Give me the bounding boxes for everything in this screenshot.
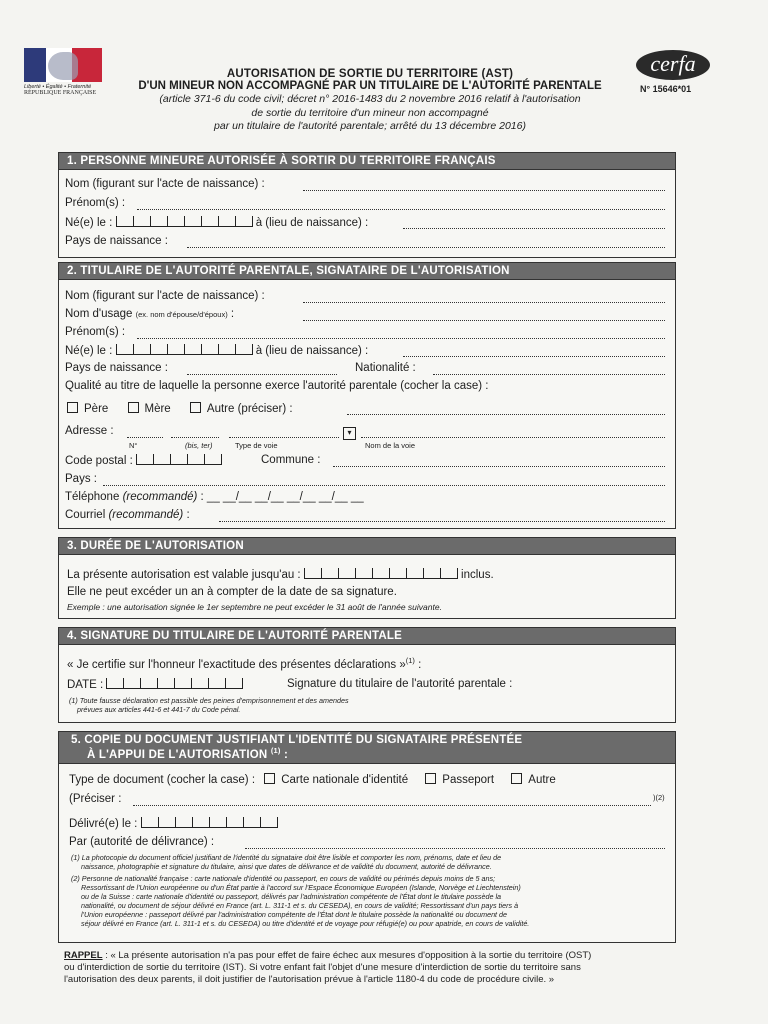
s2-nom-usage-row (65, 308, 234, 320)
s2-nom-label: Nom (figurant sur l'acte de naissance) : (65, 290, 265, 302)
s4-certifie: « Je certifie sur l'honneur l'exactitude des présentes déclarations » (67, 658, 406, 671)
pere-checkbox[interactable] (67, 402, 78, 413)
s2-nom-usage-field[interactable] (303, 320, 665, 321)
s4-certifie-row (67, 656, 421, 671)
addr-type-select[interactable] (343, 426, 356, 440)
s5-preciser-label: (Préciser : (69, 793, 122, 805)
s2-pays2-field[interactable] (103, 485, 665, 486)
section-2-parent (58, 262, 676, 529)
section-1-minor (58, 152, 676, 258)
s1-nom-field[interactable] (303, 190, 665, 191)
addr-bis-caption: (bis, ter) (185, 441, 213, 450)
cerfa-logo: cerfa (636, 50, 710, 80)
passeport-checkbox[interactable] (425, 773, 436, 784)
s4-date-label: DATE : (67, 679, 104, 691)
s5-preciser-field[interactable] (133, 805, 651, 806)
section-5-identite (58, 731, 676, 943)
autre-doc-checkbox[interactable] (511, 773, 522, 784)
section-5-header-sup: (1) (270, 746, 281, 755)
s2-telephone-recommande: (recommandé) (122, 491, 198, 503)
cerfa-number: N° 15646*01 (640, 84, 692, 94)
s5-note2-line-1: (2) Personne de nationalité française : carte nationale d'identité ou passeport, en cours de validité ou périmés depuis moins de 5 ans; (71, 874, 496, 883)
s1-pays-field[interactable] (187, 247, 665, 248)
autre-label: Autre (préciser) : (206, 403, 293, 415)
s1-pays-label: Pays de naissance : (65, 235, 168, 247)
s2-courriel-colon: : (186, 509, 190, 521)
s4-certifie-colon: : (418, 658, 422, 671)
rappel-line-3: l'autorisation des deux parents, il doit justifier de l'autorisation prévue à l'article 1180-4 du code de procédure civile. » (64, 974, 555, 985)
s5-par-field[interactable] (245, 848, 665, 849)
marianne-logo (24, 48, 108, 96)
rappel-note (64, 950, 690, 986)
s2-nom-field[interactable] (303, 302, 665, 303)
s4-date-boxes[interactable] (106, 678, 243, 689)
addr-no-field[interactable] (127, 437, 163, 438)
s1-prenom-label: Prénom(s) : (65, 197, 126, 209)
s5-delivre-row (69, 817, 278, 830)
s3-exceder: Elle ne peut excéder un an à compter de la date de sa signature. (67, 586, 397, 598)
s2-commune-label: Commune : (261, 454, 321, 466)
tricolor-flag-icon (24, 48, 102, 82)
mere-label: Mère (144, 403, 171, 415)
s1-nom-label: Nom (figurant sur l'acte de naissance) : (65, 178, 265, 190)
pere-label: Père (84, 403, 109, 415)
section-3-duree (58, 537, 676, 619)
addr-type-field[interactable] (229, 437, 339, 438)
s2-cp-boxes[interactable] (136, 454, 222, 465)
s2-telephone-field[interactable]: : __ __/__ __/__ __/__ __/__ __ (200, 491, 364, 503)
s2-birthdate-boxes[interactable] (116, 344, 253, 355)
s5-delivre-boxes[interactable] (141, 817, 278, 828)
s2-adresse-label: Adresse : (65, 425, 114, 437)
s3-exemple: Exemple : une autorisation signée le 1er septembre ne peut excéder le 31 août de l'année suivante. (67, 602, 442, 612)
s1-prenom-field[interactable] (137, 209, 665, 210)
s4-date-row (67, 678, 243, 691)
subtitle-line-2: de sortie du territoire d'un mineur non accompagné (251, 106, 489, 119)
rappel-line-2: ou d'interdiction de sortie du territoire (IST). Si votre enfant fait l'objet d'une mesure d'interdiction de sortie du territoire sans (64, 962, 581, 973)
s2-pays-label: Pays de naissance : (65, 362, 168, 374)
s2-birthdate-row (65, 344, 368, 357)
s5-type-label: Type de document (cocher la case) : (69, 774, 256, 786)
section-4-header: 4. SIGNATURE DU TITULAIRE DE L'AUTORITÉ PARENTALE (59, 628, 675, 645)
s2-telephone-label: Téléphone (65, 491, 120, 503)
s2-qualite-label: Qualité au titre de laquelle la personne exerce l'autorité parentale (cocher la case) : (65, 380, 489, 392)
s3-inclus-label: inclus. (461, 569, 494, 581)
s5-preciser-end: )(2) (653, 793, 665, 802)
s5-note1-line-1: (1) La photocopie du document officiel justifiant de l'identité du signataire doit être lisible et comporter les nom, prénoms, date et lieu de (71, 853, 502, 862)
s3-valable-label: La présente autorisation est valable jusqu'au : (67, 569, 301, 581)
s2-prenom-label: Prénom(s) : (65, 326, 126, 338)
form-title (110, 68, 630, 133)
rappel-line-1-text: : « La présente autorisation n'a pas pour effet de faire échec aux mesures d'opposition à la sortie du territoire (OST) (105, 950, 592, 961)
s4-note-line-1: (1) Toute fausse déclaration est passible des peines d'emprisonnement et des amendes (69, 696, 349, 705)
s2-telephone-row (65, 491, 364, 503)
passeport-label: Passeport (442, 774, 495, 786)
s2-cp-row (65, 454, 222, 467)
s5-note2-line-3: ou de la Suisse : carte nationale d'identité ou passeport, délivrés par l'administration compétente de l'État dont le titulaire possède la (81, 892, 502, 901)
republic-label: RÉPUBLIQUE FRANÇAISE (24, 90, 97, 96)
section-2-header: 2. TITULAIRE DE L'AUTORITÉ PARENTALE, SIGNATAIRE DE L'AUTORISATION (59, 263, 675, 280)
subtitle-line-3: par un titulaire de l'autorité parentale; arrêté du 13 décembre 2016) (214, 120, 526, 132)
s2-courriel-field[interactable] (219, 521, 665, 522)
s3-valable-row (67, 568, 494, 581)
s4-certifie-sup: (1) (405, 656, 415, 665)
s2-pays2-label: Pays : (65, 473, 97, 485)
title-line-1: AUTORISATION DE SORTIE DU TERRITOIRE (AST) (226, 68, 514, 80)
section-5-header-colon: : (284, 748, 289, 761)
section-3-header: 3. DURÉE DE L'AUTORISATION (59, 538, 675, 555)
addr-nom-caption: Nom de la voie (365, 441, 416, 450)
section-5-header-line-2-row (71, 746, 667, 761)
s5-type-row (69, 773, 556, 786)
s2-commune-field[interactable] (333, 466, 665, 467)
addr-nom-field[interactable] (361, 437, 665, 438)
autre-doc-label: Autre (528, 774, 556, 786)
section-5-header-line-1: 5. COPIE DU DOCUMENT JUSTIFIANT L'IDENTITÉ DU SIGNATAIRE PRÉSENTÉE (71, 734, 523, 746)
mere-checkbox[interactable] (128, 402, 139, 413)
s1-ne-le-label: Né(e) le : (65, 217, 113, 229)
section-5-header (59, 732, 675, 764)
s2-cp-label: Code postal : (65, 455, 133, 467)
subtitle-line-1: (article 371-6 du code civil; décret n° 2016-1483 du 2 novembre 2016 relatif à l'autorisation (159, 93, 581, 105)
s2-lieu-field[interactable] (403, 356, 665, 357)
section-5-header-line-2: À L'APPUI DE L'AUTORISATION (87, 748, 268, 761)
s5-delivre-label: Délivré(e) le : (69, 818, 138, 830)
addr-no-caption: N° (129, 441, 138, 450)
carte-checkbox[interactable] (264, 773, 275, 784)
s2-ne-le-label: Né(e) le : (65, 345, 113, 357)
s2-lieu-label: à (lieu de naissance) : (255, 345, 369, 357)
section-1-header: 1. PERSONNE MINEURE AUTORISÉE À SORTIR DU TERRITOIRE FRANÇAIS (59, 153, 675, 170)
s2-courriel-row (65, 509, 190, 521)
s2-qualite-options (67, 402, 293, 415)
s5-note2-line-5: l'Union européenne : passeport délivré par l'administration compétente de l'État dont le titulaire possède la nationalité ou document de (81, 910, 508, 919)
s5-par-label: Par (autorité de délivrance) : (69, 836, 215, 848)
section-4-signature (58, 627, 676, 723)
s1-lieu-field[interactable] (403, 228, 665, 229)
s2-prenom-field[interactable] (137, 338, 665, 339)
rappel-label: RAPPEL (64, 950, 103, 961)
chevron-down-icon[interactable]: ▾ (343, 427, 356, 440)
motto: Liberté • Égalité • Fraternité (24, 84, 92, 90)
s5-note2-line-6: séjour délivré en France (art. L. 311-1 et s. du CESEDA) ou titre d'identité et de voyage pour réfugié(e) ou pour apatride, en cours de validité. (81, 919, 530, 928)
s2-nom-usage-label: Nom d'usage (65, 308, 133, 320)
s5-note1-line-2: naissance, photographie et signature du titulaire, ainsi que dates de délivrance et de validité du document, autorité de délivrance. (81, 862, 492, 871)
s2-courriel-label: Courriel (65, 509, 106, 521)
s1-birthdate-boxes[interactable] (116, 216, 253, 227)
s2-nationalite-field[interactable] (433, 374, 665, 375)
carte-label: Carte nationale d'identité (281, 774, 409, 786)
s4-signature-label: Signature du titulaire de l'autorité parentale : (287, 678, 513, 690)
s4-note-line-2: prévues aux articles 441-6 et 441-7 du Code pénal. (77, 705, 241, 714)
s5-note2-line-2: Ressortissant de l'Union européenne ou d'un État partie à l'accord sur l'Espace Économique Européen (Islande, Norvège et Liechtenstein) (81, 883, 521, 892)
s1-birthdate-row (65, 216, 368, 229)
s5-note2-line-4: nationalité, ou document de séjour délivré en France (art. L. 311-1 et s. du CESEDA), en cours de validité; Ressortissant d'un pays tiers à (81, 901, 519, 910)
autre-checkbox[interactable] (190, 402, 201, 413)
s2-courriel-recommande: (recommandé) (108, 509, 184, 521)
addr-bis-field[interactable] (171, 437, 219, 438)
rappel-line-1 (64, 950, 690, 962)
s2-nationalite-label: Nationalité : (355, 362, 416, 374)
s1-lieu-label: à (lieu de naissance) : (255, 217, 369, 229)
s2-autre-field[interactable] (347, 414, 665, 415)
s2-nom-usage-colon: : (230, 308, 235, 320)
title-line-2: D'UN MINEUR NON ACCOMPAGNÉ PAR UN TITULAIRE DE L'AUTORITÉ PARENTALE (138, 80, 602, 92)
s2-nom-usage-hint: (ex. nom d'épouse/d'époux) (135, 310, 228, 319)
s2-pays-field[interactable] (187, 374, 337, 375)
addr-type-caption: Type de voie (235, 441, 278, 450)
s3-date-boxes[interactable] (304, 568, 458, 579)
